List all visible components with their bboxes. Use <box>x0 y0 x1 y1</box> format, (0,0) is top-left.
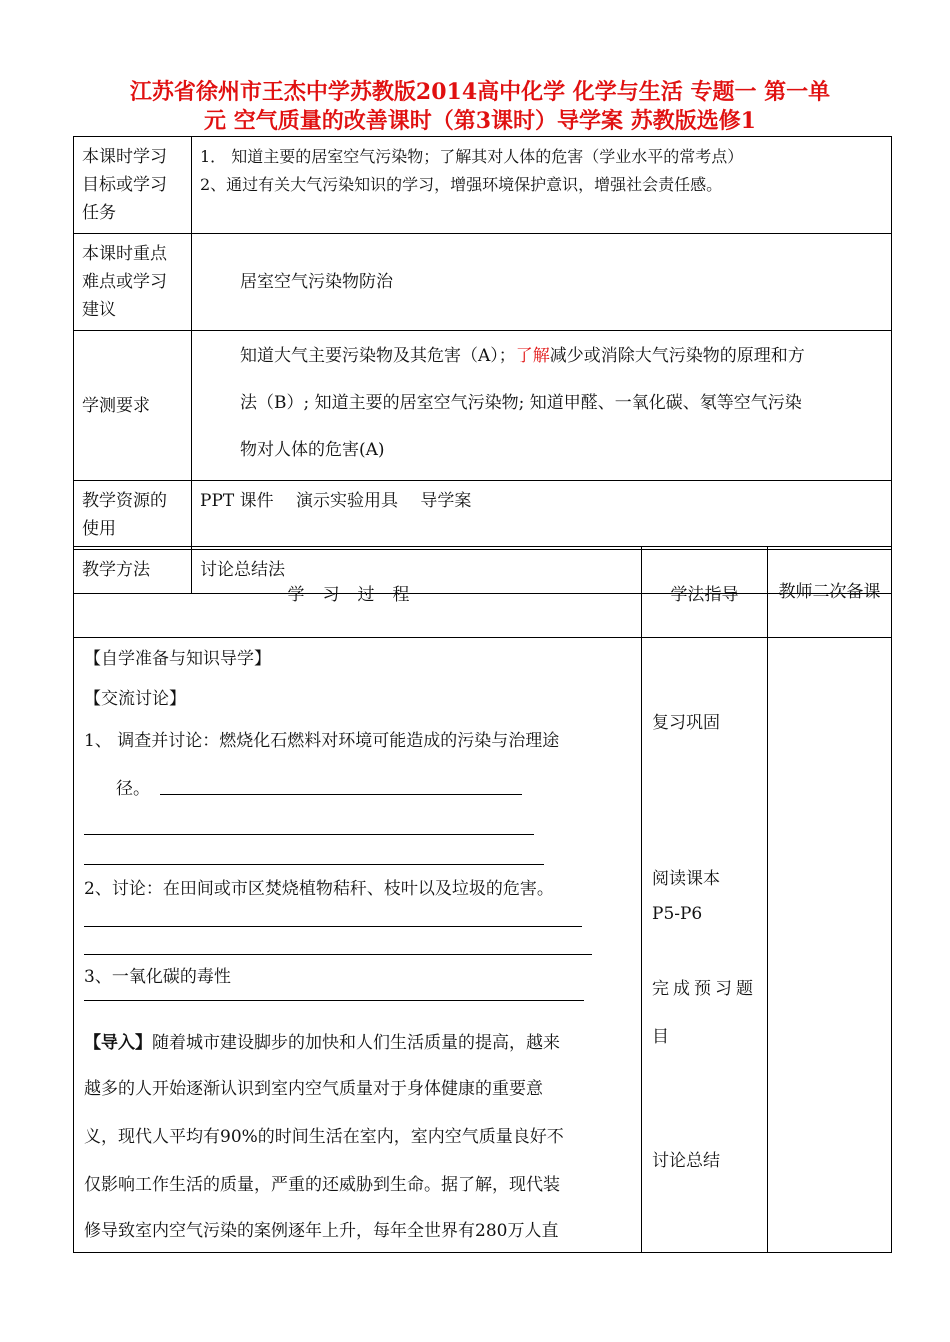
self-prep-heading: 【自学准备与知识导学】 <box>84 649 271 669</box>
key-points-text: 居室空气污染物防治 <box>240 272 393 292</box>
intro-line-3: 义，现代人平均有90%的时间生活在室内，室内空气质量良好不 <box>84 1127 564 1147</box>
title-line-2: 元 空气质量的改善课时（第3课时）导学案 苏教版选修1 <box>204 108 756 134</box>
intro-line-2: 越多的人开始逐渐认识到室内空气质量对于身体健康的重要意 <box>84 1079 543 1099</box>
objectives-content <box>192 137 892 234</box>
method-content: 讨论总结法 <box>192 550 892 594</box>
process-body-row <box>74 638 892 1253</box>
second-prep-header: 教师二次备课 <box>768 547 892 638</box>
assessment-line1-red: 了解 <box>515 346 550 366</box>
intro-line-4: 仅影响工作生活的质量，严重的还威胁到生命。据了解，现代装 <box>84 1175 560 1195</box>
guide-read-textbook: 阅读课本 <box>652 869 720 889</box>
objective-1: 1． 知道主要的居室空气污染物；了解其对人体的危害（学业水平的常考点） <box>200 147 744 166</box>
objectives-row <box>74 137 892 234</box>
guide-cell <box>642 638 768 1253</box>
second-prep-cell <box>768 638 892 1253</box>
process-title: 学习过程 <box>287 584 428 605</box>
assessment-row <box>74 331 892 481</box>
objective-2: 2、通过有关大气污染知识的学习，增强环境保护意识，增强社会责任感。 <box>200 175 723 194</box>
objectives-label: 本课时学习目标或学习任务 <box>74 137 192 234</box>
key-points-label: 本课时重点难点或学习建议 <box>74 234 192 331</box>
answer-blank-6[interactable] <box>84 1000 584 1001</box>
resources-content: PPT 课件 演示实验用具 导学案 <box>192 481 892 550</box>
answer-blank-2[interactable] <box>84 834 534 835</box>
question-1-line-b: 径。 <box>116 779 150 799</box>
assessment-content <box>192 331 892 481</box>
assessment-line2: 法（B）; 知道主要的居室空气污染物; 知道甲醛、一氧化碳、氡等空气污染 <box>240 393 802 413</box>
key-points-row <box>74 234 892 331</box>
answer-blank-5[interactable] <box>84 954 592 955</box>
guide-review: 复习巩固 <box>652 713 720 733</box>
question-3: 3、一氧化碳的毒性 <box>84 967 231 987</box>
process-header <box>74 547 642 638</box>
resources-row <box>74 481 892 550</box>
question-1-line-a: 1、 调查并讨论：燃烧化石燃料对环境可能造成的污染与治理途 <box>84 731 560 751</box>
document-title <box>70 78 890 136</box>
lesson-info-table <box>73 136 892 594</box>
process-main-cell <box>74 638 642 1253</box>
guide-discuss: 讨论总结 <box>652 1151 720 1171</box>
intro-line-5: 修导致室内空气污染的案例逐年上升，每年全世界有280万人直 <box>84 1221 559 1241</box>
answer-blank-4[interactable] <box>84 926 582 927</box>
assessment-line1-b: 减少或消除大气污染物的原理和方 <box>549 346 805 366</box>
assessment-line3: 物对人体的危害(A) <box>240 440 385 460</box>
answer-blank-3[interactable] <box>84 864 544 865</box>
question-2: 2、讨论：在田间或市区焚烧植物秸秆、枝叶以及垃圾的危害。 <box>84 879 554 899</box>
guide-pages: P5-P6 <box>652 904 703 924</box>
learning-process-table <box>73 546 892 1253</box>
answer-blank-1[interactable] <box>160 794 522 795</box>
discussion-heading: 【交流讨论】 <box>84 689 186 709</box>
guide-header: 学法指导 <box>642 547 768 638</box>
process-header-row <box>74 547 892 638</box>
resources-label: 教学资源的使用 <box>74 481 192 550</box>
guide-preview-a: 完成预习题 <box>652 979 757 999</box>
intro-line-1: 随着城市建设脚步的加快和人们生活质量的提高，越来 <box>152 1033 560 1053</box>
intro-label: 【导入】 <box>84 1033 152 1053</box>
method-label: 教学方法 <box>74 550 192 594</box>
key-points-content <box>192 234 892 331</box>
guide-preview-b: 目 <box>652 1027 669 1047</box>
title-line-1: 江苏省徐州市王杰中学苏教版2014高中化学 化学与生活 专题一 第一单 <box>129 79 831 105</box>
assessment-label: 学测要求 <box>74 331 192 481</box>
assessment-line1-a: 知道大气主要污染物及其危害（A）； <box>240 346 516 366</box>
